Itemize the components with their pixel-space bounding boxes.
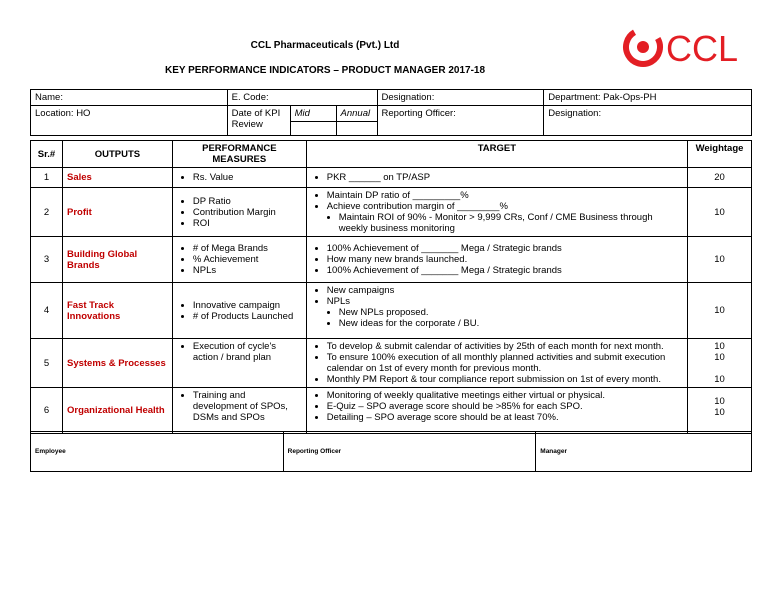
target-item: • Detailing – SPO average score should be at least 70%. [327,412,683,423]
measure-item: • Execution of cycle's action / brand plan [193,341,302,363]
row-weightage: 10 [687,237,751,283]
row-weightage: 10 [687,283,751,339]
header-target: TARGET [306,141,687,168]
row-output: Systems & Processes [62,339,172,388]
row-weightage: 10 [687,188,751,237]
reporting-officer-field: Reporting Officer: [377,106,544,136]
name-field: Name: [31,90,228,106]
location-field: Location: HO [31,106,228,136]
header-outputs: OUTPUTS [62,141,172,168]
table-row [31,188,752,237]
row-output: Profit [62,188,172,237]
measure-item: • % Achievement [193,254,302,265]
table-row [31,339,752,388]
measure-item: • ROI [193,218,302,229]
annual-value [336,122,377,136]
logo-text: CCL [666,28,739,69]
table-row [31,283,752,339]
target-item: • PKR ______ on TP/ASP [327,172,683,183]
target-subitem: • New NPLs proposed. [339,307,683,318]
target-subitem: • New ideas for the corporate / BU. [339,318,683,329]
target-item: • 100% Achievement of _______ Mega / Strategic brands [327,265,683,276]
target-item: • Achieve contribution margin of ________% [327,201,683,212]
manager-signature: Manager [536,432,752,472]
table-row [31,168,752,188]
row-output: Fast Track Innovations [62,283,172,339]
designation-field-2: Designation: [544,106,752,136]
signature-table [30,431,752,472]
row-sr: 4 [31,283,63,339]
employee-signature: Employee [31,432,284,472]
department-field: Department: Pak-Ops-PH [544,90,752,106]
measure-item: • Innovative campaign [193,300,302,311]
target-subitem: • Maintain ROI of 90% - Monitor > 9,999 CRs, Conf / CME Business through weekly business monitoring [339,212,683,234]
employee-info-table [30,89,752,136]
row-weightage: 20 [687,168,751,188]
measure-item: • NPLs [193,265,302,276]
review-date-label: Date of KPI Review [227,106,290,136]
target-item: • Monthly PM Report & tour compliance report submission on 1st of every month. [327,374,683,385]
mid-label: Mid [290,106,336,122]
target-item: • New campaigns [327,285,683,296]
table-row [31,388,752,434]
row-output: Building Global Brands [62,237,172,283]
measure-item: • Rs. Value [193,172,302,183]
designation-field: Designation: [377,90,544,106]
row-sr: 1 [31,168,63,188]
row-weightage: 10 [714,374,725,385]
row-weightage: 10 [714,396,725,407]
target-item: • E-Quiz – SPO average score should be >85% for each SPO. [327,401,683,412]
row-sr: 2 [31,188,63,237]
target-item: • 100% Achievement of _______ Mega / Strategic brands [327,243,683,254]
target-item: • To ensure 100% execution of all monthly planned activities and submit execution calendar on 1st of every month for previous month. [327,352,683,374]
row-sr: 5 [31,339,63,388]
row-sr: 6 [31,388,63,434]
kpi-table [30,140,752,434]
target-item: • Maintain DP ratio of _________% [327,190,683,201]
row-sr: 3 [31,237,63,283]
measure-item: • DP Ratio [193,196,302,207]
annual-label: Annual [336,106,377,122]
row-output: Sales [62,168,172,188]
header-sr: Sr.# [31,141,63,168]
reporting-officer-signature: Reporting Officer [283,432,536,472]
target-item: • To develop & submit calendar of activities by 25th of each month for next month. [327,341,683,352]
row-output: Organizational Health [62,388,172,434]
target-item: • NPLs [327,296,683,307]
target-item: • Monitoring of weekly qualitative meetings either virtual or physical. [327,390,683,401]
target-item: • How many new brands launched. [327,254,683,265]
header-measures: PERFORMANCE MEASURES [172,141,306,168]
mid-value [290,122,336,136]
ecode-field: E. Code: [227,90,377,106]
measure-item: • # of Products Launched [193,311,302,322]
ccl-logo [622,24,758,70]
document-title: KEY PERFORMANCE INDICATORS – PRODUCT MANAGER 2017-18 [164,65,486,76]
table-row [31,237,752,283]
measure-item: • # of Mega Brands [193,243,302,254]
row-weightage: 10 [714,407,725,418]
row-weightage: 10 [714,352,725,363]
company-name: CCL Pharmaceuticals (Pvt.) Ltd [250,40,400,51]
measure-item: • Contribution Margin [193,207,302,218]
row-weightage: 10 [714,341,725,352]
measure-item: • Training and development of SPOs, DSMs and SPOs [193,390,302,423]
header-weightage: Weightage [687,141,751,168]
